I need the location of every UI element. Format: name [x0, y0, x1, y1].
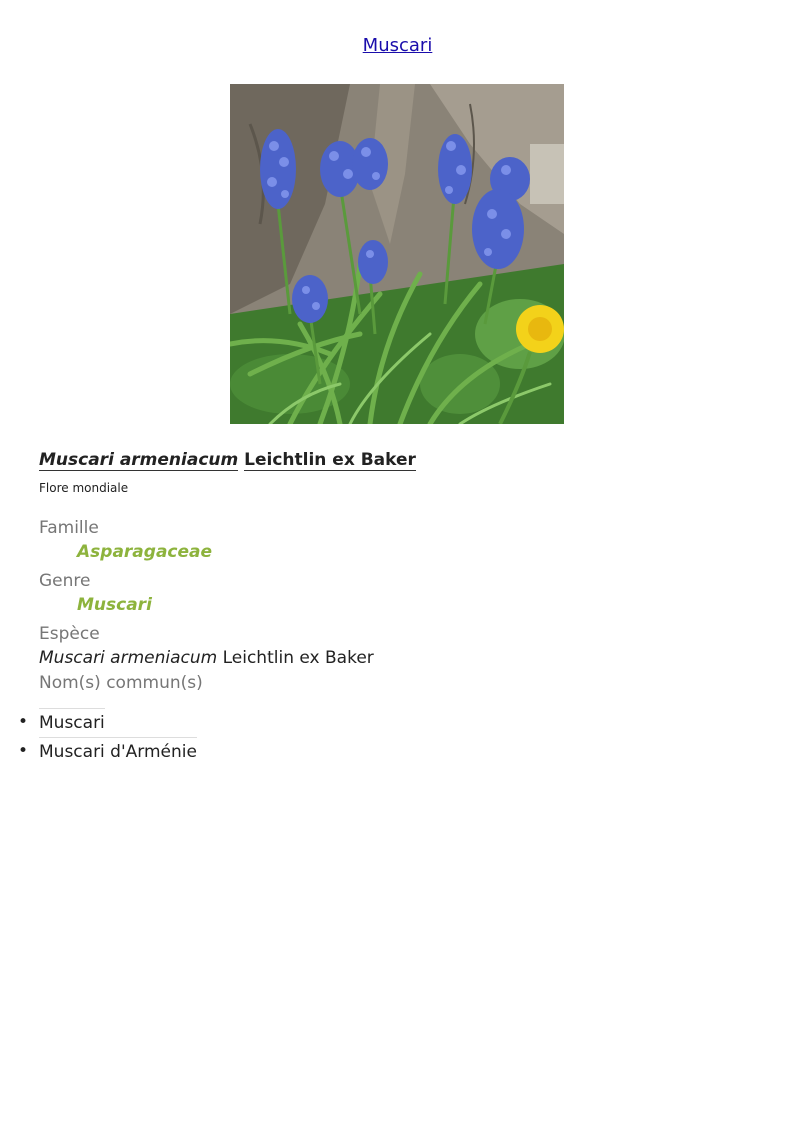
species-name: Muscari armeniacum — [39, 648, 218, 668]
bullet-icon: • — [18, 712, 29, 732]
genus-value: Muscari — [77, 595, 152, 615]
species-author: Leichtlin ex Baker — [217, 648, 374, 668]
species-value — [39, 647, 374, 669]
common-name: Muscari — [39, 708, 105, 737]
taxon-author[interactable]: Leichtlin ex Baker — [244, 450, 416, 470]
taxon-name-heading[interactable] — [39, 448, 416, 472]
common-name: Muscari d'Arménie — [39, 737, 197, 766]
common-names-label: Nom(s) commun(s) — [39, 673, 203, 693]
family-label: Famille — [39, 518, 99, 538]
page-title-link[interactable]: Muscari — [362, 35, 433, 56]
taxon-name-italic[interactable]: Muscari armeniacum — [39, 450, 239, 470]
source-label: Flore mondiale — [39, 481, 129, 495]
species-label: Espèce — [39, 624, 100, 644]
bullet-icon: • — [18, 741, 29, 761]
genus-label: Genre — [39, 571, 91, 591]
plant-photo — [230, 84, 564, 424]
family-value: Asparagaceae — [77, 542, 213, 562]
